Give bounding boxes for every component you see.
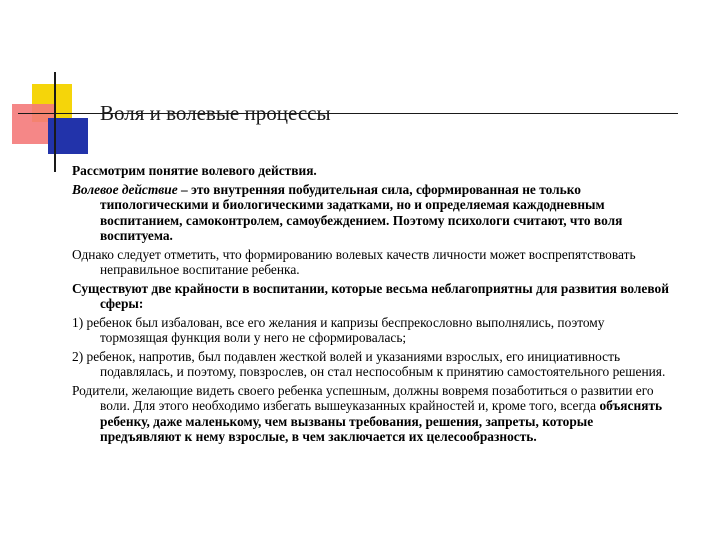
paragraph <box>72 247 674 278</box>
text-run: Однако следует отметить, что формированию волевых качеств личности может воспрепятствовать неправильное воспитание ребенка. <box>72 246 636 277</box>
text-run: 1) ребенок был избалован, все его желания и капризы беспрекословно выполнялись, поэтому тормозящая функция воли у него не сформировалась; <box>72 314 605 345</box>
text-run: Родители, желающие видеть своего ребенка успешным, должны вовремя позаботиться о развитии его воли. <box>72 382 654 413</box>
paragraph <box>72 281 674 312</box>
text-run: Рассмотрим понятие волевого действия. <box>72 163 317 178</box>
decor-vertical-line <box>54 72 56 172</box>
paragraph <box>72 383 674 445</box>
text-run: объяснять ребенку, даже маленькому, чем вызваны требования, решения, запреты, которые предъявляют к нему взрослые, в чем заключается их целесообразность. <box>100 398 663 444</box>
slide-title: Воля и волевые процессы <box>100 101 331 125</box>
text-run: – это внутренняя побудительная сила, сформированная не только типологическими и биологическими задатками, но и определяемая каждодневным воспитанием, самоконтролем, самоубеждением. Поэтому психологи считают, что воля воспитуема. <box>100 181 623 243</box>
slide-body <box>72 163 674 448</box>
text-run: Для этого необходимо избегать вышеуказанных крайностей и, кроме того, всегда <box>129 398 600 413</box>
text-run: Волевое действие <box>72 181 178 197</box>
paragraph <box>72 163 674 179</box>
text-run: 2) ребенок, напротив, был подавлен жесткой волей и указаниями взрослых, его инициативность подавлялась, и поэтому, повзрослев, он стал неспособным к принятию самостоятельного решения. <box>72 348 666 379</box>
text-run: Существуют две крайности в воспитании, которые весьма неблагоприятны для развития волевой сферы: <box>72 280 669 311</box>
paragraph <box>72 349 674 380</box>
paragraph <box>72 315 674 346</box>
paragraph <box>72 182 674 244</box>
